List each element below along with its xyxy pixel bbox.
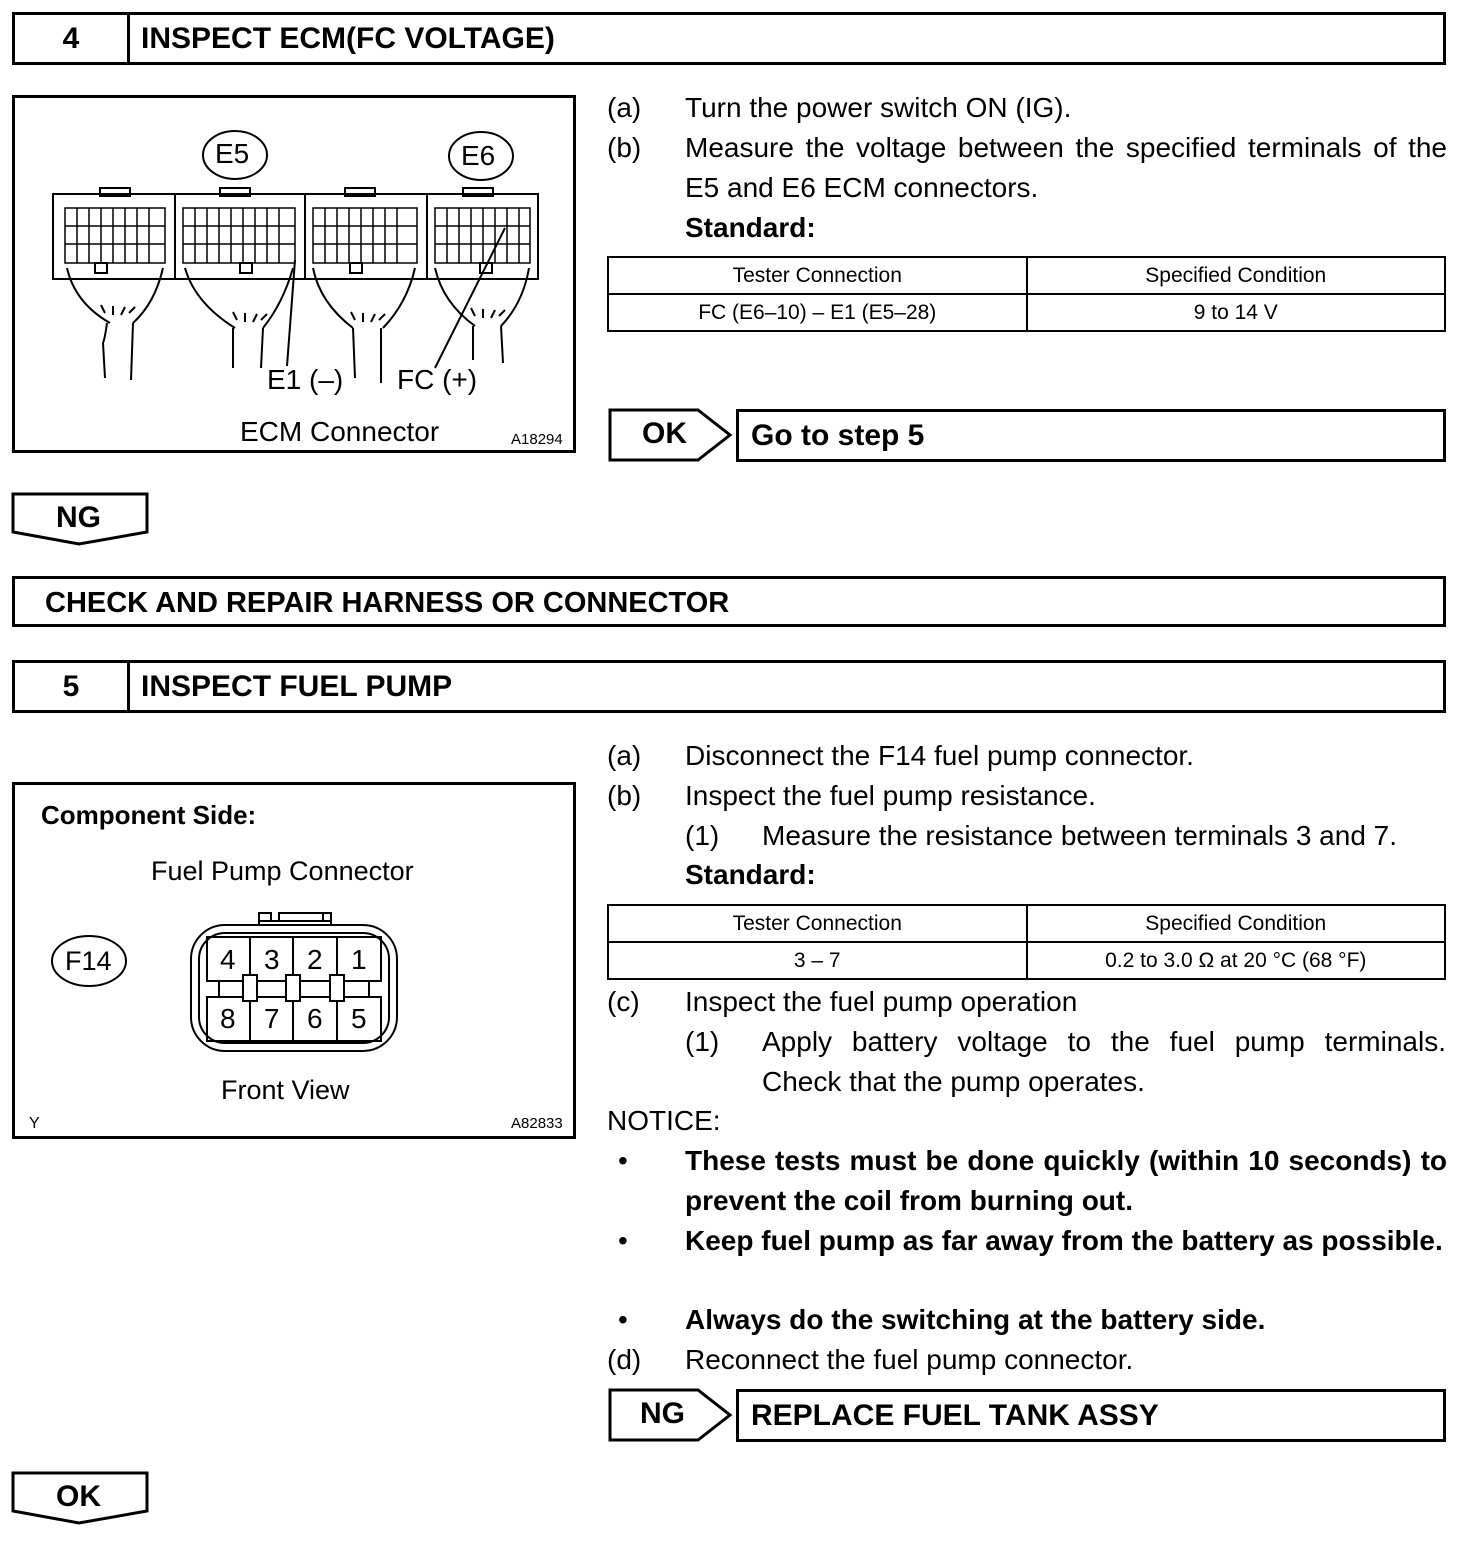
table-header-cell: Specified Condition xyxy=(1027,257,1446,294)
pin-label: 6 xyxy=(307,1003,323,1034)
table-cell: 9 to 14 V xyxy=(1027,294,1446,331)
table-header-cell: Tester Connection xyxy=(608,905,1027,942)
step5-number: 5 xyxy=(15,663,130,710)
repair-title: CHECK AND REPAIR HARNESS OR CONNECTOR xyxy=(45,587,730,619)
figure-code: A82833 xyxy=(511,1115,563,1132)
e6-label: E6 xyxy=(461,140,496,171)
fuel-pump-connector-figure xyxy=(12,782,576,1139)
pin-label: 8 xyxy=(220,1003,236,1034)
pin-label: 7 xyxy=(264,1003,280,1034)
step5-ng-action-label: REPLACE FUEL TANK ASSY xyxy=(751,1399,1159,1432)
step5-header xyxy=(12,660,1446,713)
step4-number: 4 xyxy=(15,15,130,62)
step4-title: INSPECT ECM(FC VOLTAGE) xyxy=(141,21,555,55)
pin-label: 5 xyxy=(351,1003,367,1034)
step5-d-text: Reconnect the fuel pump connector. xyxy=(685,1344,1134,1375)
step5-b1-label: (1) xyxy=(685,820,720,851)
step4-a-label: (a) xyxy=(607,92,642,123)
e1-terminal-label: E1 (–) xyxy=(267,364,344,395)
pin-label: 2 xyxy=(307,944,323,975)
step5-c1-label: (1) xyxy=(685,1026,720,1057)
notice-title: NOTICE: xyxy=(607,1105,721,1136)
component-side-label: Component Side: xyxy=(41,800,257,830)
step5-ok-tag-label: OK xyxy=(56,1480,101,1513)
repair-box xyxy=(12,576,1446,627)
step5-spec-table xyxy=(607,904,1446,980)
step5-ng-action-box[interactable] xyxy=(736,1389,1446,1442)
table-cell: FC (E6–10) – E1 (E5–28) xyxy=(608,294,1027,331)
step4-a-text: Turn the power switch ON (IG). xyxy=(685,92,1072,123)
fc-leader-line xyxy=(435,228,505,368)
step5-ng-tag-label: NG xyxy=(640,1397,685,1430)
pin-label: 1 xyxy=(351,944,367,975)
step4-ok-action-box[interactable] xyxy=(736,409,1446,462)
f14-label: F14 xyxy=(65,946,112,976)
step5-standard-label: Standard: xyxy=(685,859,816,890)
table-row xyxy=(608,942,1445,979)
table-header-row xyxy=(608,257,1445,294)
step5-title: INSPECT FUEL PUMP xyxy=(141,669,453,703)
step4-b-label: (b) xyxy=(607,132,642,163)
table-cell: 3 – 7 xyxy=(608,942,1027,979)
figure-code: A18294 xyxy=(511,431,563,448)
table-header-cell: Specified Condition xyxy=(1027,905,1446,942)
connector-name-label: Fuel Pump Connector xyxy=(151,856,414,886)
table-row xyxy=(608,294,1445,331)
table-header-cell: Tester Connection xyxy=(608,257,1027,294)
bullet-icon: • xyxy=(618,1145,628,1176)
notice-item-2: Keep fuel pump as far away from the battery as possible. xyxy=(685,1225,1443,1256)
bullet-icon: • xyxy=(618,1304,628,1335)
fc-terminal-label: FC (+) xyxy=(397,364,478,395)
table-header-row xyxy=(608,905,1445,942)
figure-caption: ECM Connector xyxy=(240,416,440,447)
step4-standard-label: Standard: xyxy=(685,212,816,243)
step4-ng-tag-label: NG xyxy=(56,501,101,534)
step5-c1-text: Apply battery voltage to the fuel pump terminals. Check that the pump operates. xyxy=(762,1026,1446,1097)
step5-b-text: Inspect the fuel pump resistance. xyxy=(685,780,1096,811)
step5-b-label: (b) xyxy=(607,780,642,811)
step4-ok-tag-label: OK xyxy=(642,417,687,450)
e5-label: E5 xyxy=(215,138,250,169)
notice-item-3: Always do the switching at the battery side. xyxy=(685,1304,1266,1335)
step4-spec-table xyxy=(607,256,1446,332)
step5-a-text: Disconnect the F14 fuel pump connector. xyxy=(685,740,1194,771)
step5-d-label: (d) xyxy=(607,1344,642,1375)
step5-c-label: (c) xyxy=(607,986,640,1017)
pin-label: 3 xyxy=(264,944,280,975)
table-cell: 0.2 to 3.0 Ω at 20 °C (68 °F) xyxy=(1027,942,1446,979)
bullet-icon: • xyxy=(618,1225,628,1256)
figure-corner-mark: Y xyxy=(29,1115,40,1132)
notice-item-1: These tests must be done quickly (within 10 seconds) to prevent the coil from burning out. xyxy=(685,1145,1447,1216)
step4-ok-action-label: Go to step 5 xyxy=(751,419,925,452)
ecm-connector-figure xyxy=(12,95,576,453)
pin-label: 4 xyxy=(220,944,236,975)
step5-b1-text: Measure the resistance between terminals 3 and 7. xyxy=(762,820,1398,851)
step5-a-label: (a) xyxy=(607,740,642,771)
step5-c-text: Inspect the fuel pump operation xyxy=(685,986,1078,1017)
front-view-label: Front View xyxy=(221,1075,350,1105)
step4-header xyxy=(12,12,1446,65)
step4-b-text: Measure the voltage between the specified terminals of the E5 and E6 ECM connectors. xyxy=(685,132,1447,203)
